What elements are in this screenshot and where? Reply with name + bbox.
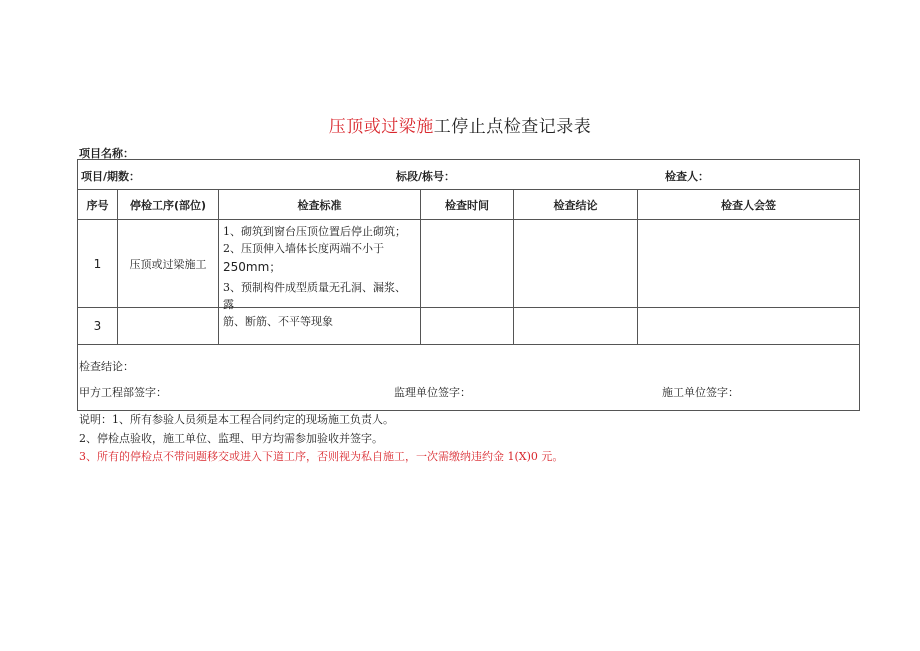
row-standard (219, 220, 421, 328)
project-name-label: 项目名称： (79, 147, 134, 160)
header-standard: 检查标准 (219, 190, 421, 220)
supervision-sign-label: 监理单位签字： (394, 386, 471, 399)
standard-line-1: 1、砌筑到窗台压顶位置后停止砌筑； (223, 225, 406, 238)
construction-sign-label: 施工单位签字： (662, 386, 739, 399)
header-signatures: 检查人会签 (638, 190, 860, 220)
row-process: 压顶或过梁施工 (118, 220, 219, 308)
inspection-table (77, 159, 860, 411)
conclusion-label: 检查结论： (79, 360, 134, 373)
table-row (78, 308, 860, 345)
row-process-cell[interactable] (118, 308, 219, 345)
table-row (78, 220, 860, 308)
signature-row (78, 345, 860, 411)
party-a-sign-label: 甲方工程部签字： (79, 386, 167, 399)
standard-line-3: 250mm； (223, 260, 282, 274)
header-time: 检查时间 (421, 190, 514, 220)
row-time-cell[interactable] (421, 220, 514, 308)
row-no: 1 (78, 220, 118, 308)
row-conclusion-cell[interactable] (514, 308, 638, 345)
note-2: 2、停检点验收，施工单位、监理、甲方均需参加验收并签字。 (79, 432, 383, 445)
title-black-part: 工停止点检查记录表 (433, 117, 592, 137)
row-time-cell[interactable] (421, 308, 514, 345)
note-1: 说明：1、所有参验人员须是本工程合同约定的现场施工负责人。 (79, 413, 394, 426)
header-no: 序号 (78, 190, 118, 220)
header-conclusion: 检查结论 (514, 190, 638, 220)
standard-line-5: 筋、断筋、不平等现象 (223, 315, 333, 328)
info-row (78, 160, 860, 190)
period-label: 项目/期数： (81, 170, 141, 183)
row-signatures-cell[interactable] (638, 308, 860, 345)
header-process: 停检工序(部位) (118, 190, 219, 220)
note-3: 3、所有的停检点不带问题移交或进入下道工序，否则视为私自施工，一次需缴纳违约金 1(X)0 元。 (79, 450, 564, 463)
standard-line-4: 3、预制构件成型质量无孔洞、漏浆、露 (223, 281, 406, 311)
title-red-part: 压顶或过梁施 (328, 117, 434, 137)
standard-line-2: 2、压顶伸入墙体长度两端不小于 (223, 242, 384, 255)
row-signatures-cell[interactable] (638, 220, 860, 308)
header-row (78, 190, 860, 220)
section-label: 标段/栋号： (396, 170, 456, 183)
inspector-label: 检查人： (665, 170, 709, 183)
page-title (0, 112, 920, 137)
row-conclusion-cell[interactable] (514, 220, 638, 308)
row-no: 3 (78, 308, 118, 345)
